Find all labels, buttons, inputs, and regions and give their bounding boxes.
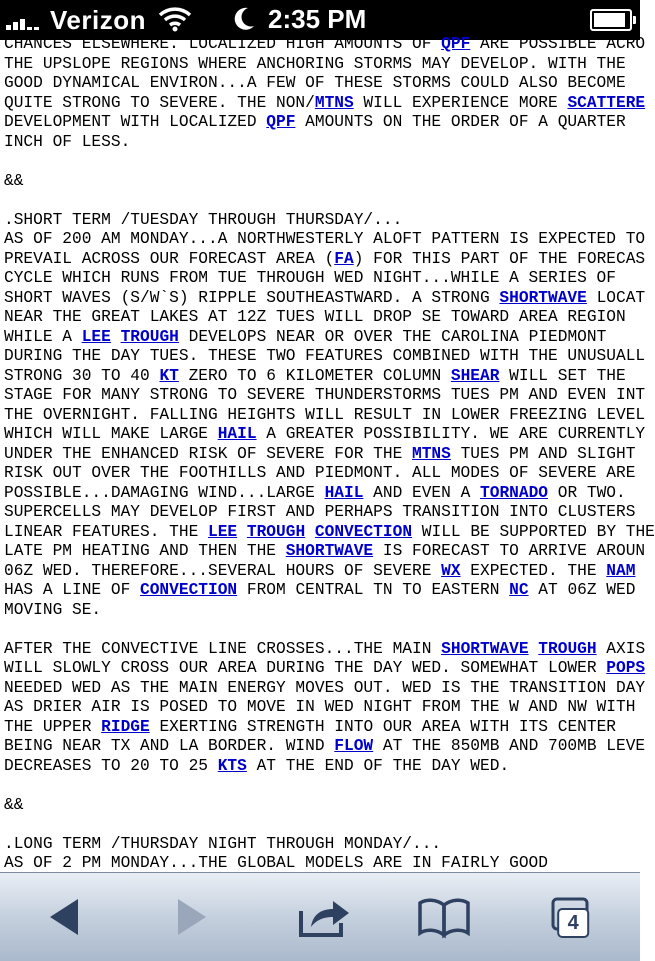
text-line: [4, 562, 635, 582]
glossary-link[interactable]: WX: [441, 561, 461, 580]
text-segment: [237, 523, 247, 541]
glossary-link[interactable]: SHORTWAVE: [441, 639, 529, 658]
text-segment: A GREATER POSSIBILITY. WE ARE CURRENTLY: [256, 425, 646, 443]
text-segment: RISK OUT OVER THE FOOTHILLS AND PIEDMONT. ALL MODES OF SEVERE ARE: [4, 464, 636, 482]
text-segment: PREVAIL ACROSS OUR FORECAST AREA (: [4, 249, 335, 268]
text-segment: MOVING SE.: [4, 600, 102, 619]
text-line: [4, 269, 616, 289]
glossary-link[interactable]: KT: [159, 366, 179, 385]
glossary-link[interactable]: RIDGE: [101, 717, 150, 736]
text-line: [4, 35, 645, 55]
text-line: [4, 133, 130, 153]
text-segment: AS OF 200 AM MONDAY...A NORTHWESTERLY ALOFT PATTERN IS EXPECTED TO: [4, 230, 646, 248]
text-segment: AT 06Z WED: [528, 581, 636, 599]
text-segment: AS DRIER AIR IS POSED TO MOVE IN WED NIGHT FROM THE W AND NW WITH: [4, 698, 636, 716]
glossary-link[interactable]: TROUGH: [120, 327, 179, 346]
glossary-link[interactable]: CONVECTION: [140, 581, 238, 599]
text-line: [4, 211, 402, 231]
text-segment: AND EVEN A: [363, 483, 481, 502]
text-segment: OR TWO.: [548, 483, 626, 502]
bookmarks-button[interactable]: [394, 873, 494, 961]
text-segment: SUPERCELLS MAY DEVELOP FIRST AND PERHAPS TRANSITION INTO CLUSTERS: [4, 503, 636, 521]
text-segment: ZERO TO 6 KILOMETER COLUMN: [178, 366, 451, 385]
glossary-link[interactable]: TROUGH: [538, 639, 597, 658]
text-segment: STRONG 30 TO 40: [4, 366, 160, 385]
text-segment: WILL SET THE: [499, 366, 626, 385]
text-line: [4, 250, 645, 270]
glossary-link[interactable]: QPF: [441, 35, 471, 53]
glossary-link[interactable]: SHEAR: [450, 366, 500, 385]
glossary-link[interactable]: NC: [509, 581, 529, 599]
text-segment: WILL BE SUPPORTED BY THE: [412, 522, 655, 541]
text-segment: .SHORT TERM /TUESDAY THROUGH THURSDAY/...: [4, 210, 403, 229]
text-line: [4, 406, 645, 426]
text-segment: AT THE 850MB AND 700MB LEVE: [373, 737, 646, 755]
text-segment: NEEDED WED AS THE MAIN ENERGY MOVES OUT. WED IS THE TRANSITION DAY: [4, 678, 646, 697]
text-segment: [305, 523, 315, 541]
text-segment: CYCLE WHICH RUNS FROM TUE THROUGH WED NIGHT...WHILE A SERIES OF: [4, 269, 616, 287]
text-line: [4, 464, 635, 484]
back-arrow-icon: [44, 895, 84, 939]
text-segment: [529, 640, 539, 658]
text-segment: QUITE STRONG TO SEVERE. THE NON/: [4, 93, 315, 112]
text-segment: LINEAR FEATURES. THE: [4, 522, 208, 541]
glossary-link[interactable]: TROUGH: [246, 522, 306, 541]
glossary-link[interactable]: NAM: [606, 561, 636, 580]
text-line: [4, 581, 635, 601]
text-segment: NEAR THE GREAT LAKES AT 12Z TUES WILL DROP SE TOWARD AREA REGION: [4, 308, 626, 326]
text-line: [4, 445, 635, 465]
text-line: [4, 484, 626, 504]
text-segment: AT THE END OF THE DAY WED.: [246, 756, 510, 775]
text-line: [4, 230, 645, 250]
text-line: [4, 737, 645, 757]
text-segment: TUES PM AND SLIGHT: [450, 444, 636, 463]
signal-strength-icon: [6, 10, 46, 30]
text-segment: POSSIBLE...DAMAGING WIND...LARGE: [4, 483, 325, 502]
glossary-link[interactable]: POPS: [606, 659, 646, 677]
back-button[interactable]: [14, 873, 114, 961]
battery-level-fill: [594, 13, 625, 27]
text-segment: INCH OF LESS.: [4, 132, 131, 151]
share-icon: [297, 895, 351, 939]
text-segment: WILL SLOWLY CROSS OUR AREA DURING THE DAY WED. SOMEWHAT LOWER: [4, 659, 607, 677]
glossary-link[interactable]: MTNS: [314, 93, 354, 112]
share-button[interactable]: [274, 873, 374, 961]
text-line: [4, 367, 626, 387]
glossary-link[interactable]: QPF: [266, 113, 296, 131]
clock-time: 2:35 PM: [268, 4, 367, 34]
text-segment: EXPECTED. THE: [460, 561, 607, 580]
text-line: [4, 172, 23, 192]
text-segment: DURING THE DAY TUES. THESE TWO FEATURES COMBINED WITH THE UNUSUALL: [4, 347, 646, 365]
text-line: [4, 113, 626, 133]
text-line: [4, 835, 441, 855]
text-line: [4, 425, 645, 445]
text-segment: AMOUNTS ON THE ORDER OF A QUARTER: [295, 113, 626, 131]
text-line: [4, 854, 548, 874]
carrier-name: Verizon: [50, 5, 146, 35]
tabs-button[interactable]: [520, 873, 620, 961]
text-line: [4, 328, 606, 348]
glossary-link[interactable]: HAIL: [217, 425, 257, 443]
text-segment: ) FOR THIS PART OF THE FORECAS: [353, 249, 646, 268]
text-segment: SHORT WAVES (S/W`S) RIPPLE SOUTHEASTWARD. A STRONG: [4, 288, 500, 307]
forward-arrow-icon: [172, 895, 212, 939]
glossary-link[interactable]: HAIL: [324, 483, 364, 502]
browser-toolbar: [0, 872, 640, 961]
text-segment: WHILE A: [4, 327, 82, 346]
text-segment: ARE POSSIBLE ACRO: [470, 35, 646, 53]
text-line: [4, 386, 645, 406]
text-segment: THE UPSLOPE REGIONS WHERE ANCHORING STORMS MAY DEVELOP. WITH THE: [4, 54, 626, 73]
glossary-link[interactable]: LEE: [208, 522, 238, 541]
text-line: [4, 757, 509, 777]
text-segment: AS OF 2 PM MONDAY...THE GLOBAL MODELS ARE IN FAIRLY GOOD: [4, 854, 548, 872]
text-segment: IS FORECAST TO ARRIVE AROUN: [373, 542, 646, 560]
status-bar: [0, 0, 640, 40]
glossary-link[interactable]: MTNS: [412, 444, 451, 463]
text-segment: .LONG TERM /THURSDAY NIGHT THROUGH MONDAY/...: [4, 834, 442, 853]
text-segment: STAGE FOR MANY STRONG TO SEVERE THUNDERSTORMS TUES PM AND EVEN INT: [4, 386, 646, 404]
text-segment: FROM CENTRAL TN TO EASTERN: [237, 581, 510, 599]
text-segment: &&: [4, 171, 24, 190]
text-line: [4, 659, 645, 679]
glossary-link[interactable]: FLOW: [334, 737, 374, 755]
text-line: [4, 679, 645, 699]
text-line: [4, 542, 645, 562]
text-segment: THE OVERNIGHT. FALLING HEIGHTS WILL RESULT IN LOWER FREEZING LEVEL: [4, 405, 646, 424]
tabs-count-badge: 4: [557, 908, 589, 938]
text-segment: DEVELOPS NEAR OR OVER THE CAROLINA PIEDMONT: [178, 327, 607, 346]
text-line: [4, 503, 635, 523]
glossary-link[interactable]: CONVECTION: [314, 522, 413, 541]
glossary-link[interactable]: TORNADO: [480, 483, 549, 502]
text-line: [4, 523, 655, 543]
text-line: [4, 796, 23, 816]
text-segment: AFTER THE CONVECTIVE LINE CROSSES...THE MAIN: [4, 639, 442, 658]
text-segment: WHICH WILL MAKE LARGE: [4, 425, 218, 443]
text-segment: GOOD DYNAMICAL ENVIRON...A FEW OF THESE STORMS COULD ALSO BECOME: [4, 74, 626, 92]
forward-button[interactable]: [142, 873, 242, 961]
glossary-link[interactable]: KTS: [217, 756, 247, 775]
text-segment: 06Z WED. THEREFORE...SEVERAL HOURS OF SEVERE: [4, 561, 442, 580]
glossary-link[interactable]: LEE: [81, 327, 111, 346]
text-segment: WILL EXPERIENCE MORE: [353, 93, 568, 112]
text-line: [4, 308, 626, 328]
text-segment: CHANCES ELSEWHERE. LOCALIZED HIGH AMOUNTS OF: [4, 35, 442, 53]
text-line: [4, 640, 645, 660]
text-line: [4, 74, 626, 94]
text-line: [4, 55, 626, 75]
text-segment: DEVELOPMENT WITH LOCALIZED: [4, 113, 267, 131]
book-icon: [416, 897, 472, 937]
text-line: [4, 601, 101, 621]
text-segment: DECREASES TO 20 TO 25: [4, 756, 218, 775]
text-line: [4, 347, 645, 367]
text-line: [4, 718, 616, 738]
forecast-discussion-text[interactable]: [4, 35, 655, 872]
glossary-link[interactable]: SHORTWAVE: [285, 542, 374, 560]
text-segment: LOCAT: [586, 288, 646, 307]
text-segment: EXERTING STRENGTH INTO OUR AREA WITH ITS CENTER: [149, 717, 617, 736]
text-segment: HAS A LINE OF: [4, 581, 140, 599]
text-line: [4, 698, 635, 718]
text-segment: [111, 328, 121, 346]
glossary-link[interactable]: SCATTERE: [567, 93, 646, 112]
text-line: [4, 289, 645, 309]
text-segment: THE UPPER: [4, 717, 102, 736]
text-segment: LATE PM HEATING AND THEN THE: [4, 542, 286, 560]
text-segment: BEING NEAR TX AND LA BORDER. WIND: [4, 737, 335, 755]
glossary-link[interactable]: SHORTWAVE: [499, 288, 587, 307]
text-segment: &&: [4, 795, 24, 814]
glossary-link[interactable]: FA: [334, 249, 354, 268]
battery-icon: [590, 9, 632, 31]
text-segment: UNDER THE ENHANCED RISK OF SEVERE FOR THE: [4, 444, 412, 463]
text-line: [4, 94, 645, 114]
text-segment: AXIS: [596, 639, 646, 658]
